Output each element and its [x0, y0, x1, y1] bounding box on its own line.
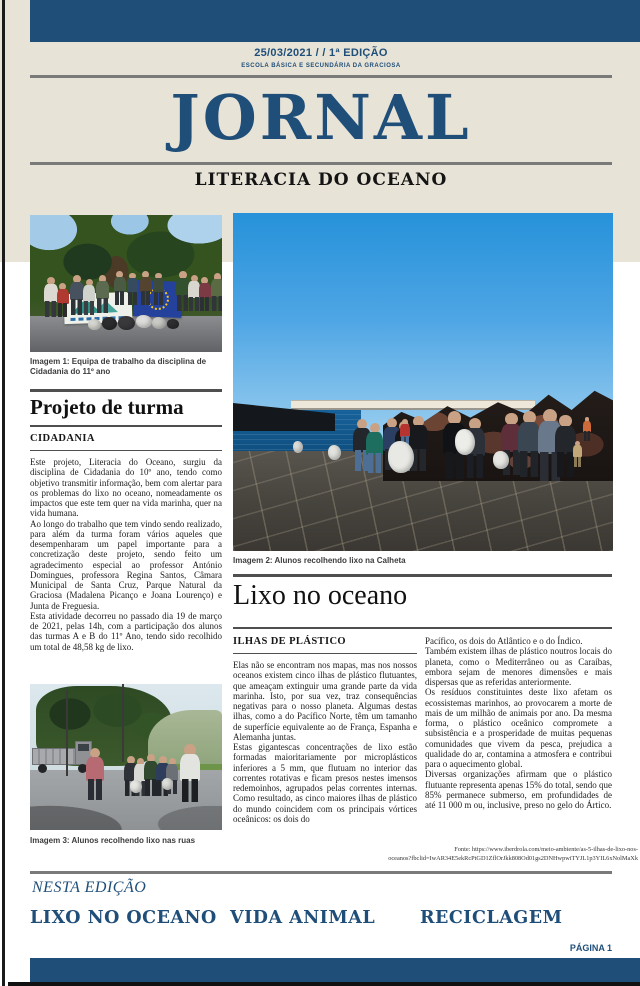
- masthead-title: JORNAL: [170, 81, 472, 154]
- image2-caption: Imagem 2: Alunos recolhendo lixo na Calheta: [233, 556, 406, 565]
- person-figure: [211, 273, 222, 311]
- main-article-kicker: ILHAS DE PLÁSTICO: [233, 636, 346, 647]
- person-figure: [44, 277, 58, 317]
- divider: [30, 389, 222, 392]
- divider: [233, 574, 612, 577]
- source-line: Fonte: https://www.iberdrola.com/meio-ambiente/as-5-ilhas-de-lixo-nos-: [454, 846, 638, 853]
- paragraph: Pacífico, os dois do Atlântico e o do Índico.: [425, 636, 583, 646]
- trash-bag: [136, 315, 152, 328]
- divider: [30, 871, 612, 874]
- person-figure: [180, 744, 200, 802]
- person-figure: [70, 275, 84, 315]
- footer-item-reciclagem: RECICLAGEM: [420, 908, 563, 928]
- divider: [30, 162, 612, 165]
- person-figure: [140, 271, 152, 305]
- trash-bag: [88, 319, 101, 330]
- person-figure: [57, 283, 69, 317]
- trash-bag: [293, 441, 303, 453]
- source-line: oceanos?fbclid=IwAR34E5ekRcPtGD1ZflOrJkk808Od01gs2DNHwpwiTYJL1p3YIL6xNolMaXk: [388, 854, 638, 862]
- image1-caption: Imagem 1: Equipa de trabalho da disciplina de Cidadania do 11º ano: [30, 357, 207, 377]
- trash-bag: [118, 316, 135, 330]
- school-name: ESCOLA BÁSICA E SECUNDÁRIA DA GRACIOSA: [241, 63, 401, 69]
- footer-item-lixo-no-oceano: LIXO NO OCEANO: [30, 908, 217, 928]
- paragraph: Ao longo do trabalho que tem vindo sendo realizado, para além da turma foram vários aqueles que desempenharam um papel importante para a concretização deste projeto, sendo feito um agradecimento especial ao professor António Domingues, professora Regina Santos, Câmara Municipal de Santa Cruz, Parque Natural da Graciosa (Madalena Picanço e Joana Lourenço) e Junta de Freguesia.: [30, 518, 222, 611]
- source-footnote: [368, 846, 638, 864]
- divider: [30, 75, 612, 78]
- paragraph: Diversas organizações afirmam que o plástico flutuante representa apenas 15% do total, sendo que 85% permanece submerso, em profundidades de até 11 000 m ou, inclusive, preso no gelo do Ártico.: [425, 769, 612, 810]
- page-number: PÁGINA 1: [569, 943, 612, 953]
- person-figure: [86, 748, 104, 800]
- utility-pole: [66, 690, 68, 776]
- top-blue-bar: [30, 0, 640, 42]
- divider: [233, 627, 612, 629]
- utility-pole: [122, 684, 124, 762]
- trash-bag: [388, 441, 414, 473]
- paragraph: Os resíduos constituintes deste lixo afetam os ecossistemas marinhos, ao provocarem a morte de mais de um milhão de animais por ano. Da mesma forma, o plástico oceânico compromete a subsistência e a prosperidade de muitas pequenas comunidades que vivem da pesca, prejudica a qualidade do ar, contamina a atmosfera e contribui para o aquecimento global.: [425, 687, 612, 769]
- article-kicker: CIDADANIA: [30, 433, 95, 444]
- person-figure: [573, 441, 582, 467]
- paragraph: Estas gigantescas concentrações de lixo estão formadas maioritariamente por microplásticos inferiores a 5 mm, que flutuam no interior das correntes rotativas e ficam presos nestes imensos redemoinhos, agrupados pelas correntes internas. Como resultado, as cinco maiores ilhas de plástico do mundo coincidem com os principais vórtices oceânicos: os dois do: [233, 742, 417, 824]
- trash-bag: [162, 778, 173, 790]
- trash-bag: [328, 445, 341, 460]
- paragraph: Esta atividade decorreu no passado dia 19 de março de 2021, pelas 14h, com a participação dos alunos das turmas A e B do 11º Ano, tendo sido recolhido um total de 48,58 kg de lixo.: [30, 610, 222, 652]
- trash-bag: [493, 451, 509, 469]
- footer-item-vida-animal: VIDA ANIMAL: [230, 908, 376, 928]
- photo-harbor-cleanup: [233, 213, 613, 551]
- person-figure: [127, 273, 138, 305]
- article-title: Projeto de turma: [30, 395, 184, 419]
- main-article-title: Lixo no oceano: [233, 580, 408, 611]
- person-figure: [96, 275, 109, 313]
- trash-bag: [152, 317, 166, 329]
- edition-dateline: 25/03/2021 / / 1ª EDIÇÃO: [254, 47, 388, 59]
- trash-bag: [102, 317, 117, 330]
- paragraph: Também existem ilhas de plástico noutros locais do planeta, como o Mediterrâneo ou as Caraíbas, embora sejam de menores dimensões e mais dispersas que as referidas anteriormente.: [425, 646, 612, 687]
- trash-bag: [167, 319, 179, 329]
- flatbed-truck: [32, 734, 94, 774]
- person-figure: [583, 417, 591, 441]
- photo-cleanup-team: [30, 215, 222, 352]
- article-body: [30, 457, 222, 652]
- paragraph: Elas não se encontram nos mapas, mas nos nossos oceanos existem cinco ilhas de plástico flutuantes, que ameaçam extinguir uma grande parte da vida marinha. Isto, por sua vez, traz consequências negativas para o nosso planeta. Algumas destas ilhas, como a do Pacífico Norte, têm um tamanho de superfície equivalente ao de França, Espanha e Alemanha juntas.: [233, 660, 417, 742]
- person-figure: [83, 279, 95, 315]
- main-article-column-1: [233, 660, 417, 824]
- trash-bag: [130, 780, 142, 793]
- person-figure: [153, 273, 164, 305]
- image3-caption: Imagem 3: Alunos recolhendo lixo nas ruas: [30, 836, 196, 845]
- footer-section-title: NESTA EDIÇÃO: [32, 879, 147, 896]
- divider: [233, 653, 417, 654]
- edition-subtitle: LITERACIA DO OCEANO: [194, 170, 448, 190]
- divider: [30, 425, 222, 427]
- page-bottom-edge: [8, 982, 640, 986]
- main-article-column-2: [425, 636, 612, 810]
- photo-street-cleanup: [30, 684, 222, 830]
- trash-bag: [455, 429, 475, 455]
- person-figure: [114, 271, 126, 305]
- divider: [30, 450, 222, 451]
- page-left-edge: [2, 0, 5, 986]
- person-figure: [199, 277, 211, 311]
- person-figure: [366, 423, 383, 473]
- paragraph: Este projeto, Literacia do Oceano, surgiu da disciplina de Cidadania do 10º ano, tendo como objetivo transmitir informação, bem com alertar para os problemas do lixo no oceano, nomeadamente os impactos que este tem quer na vida marinha, quer na vida humana.: [30, 457, 222, 519]
